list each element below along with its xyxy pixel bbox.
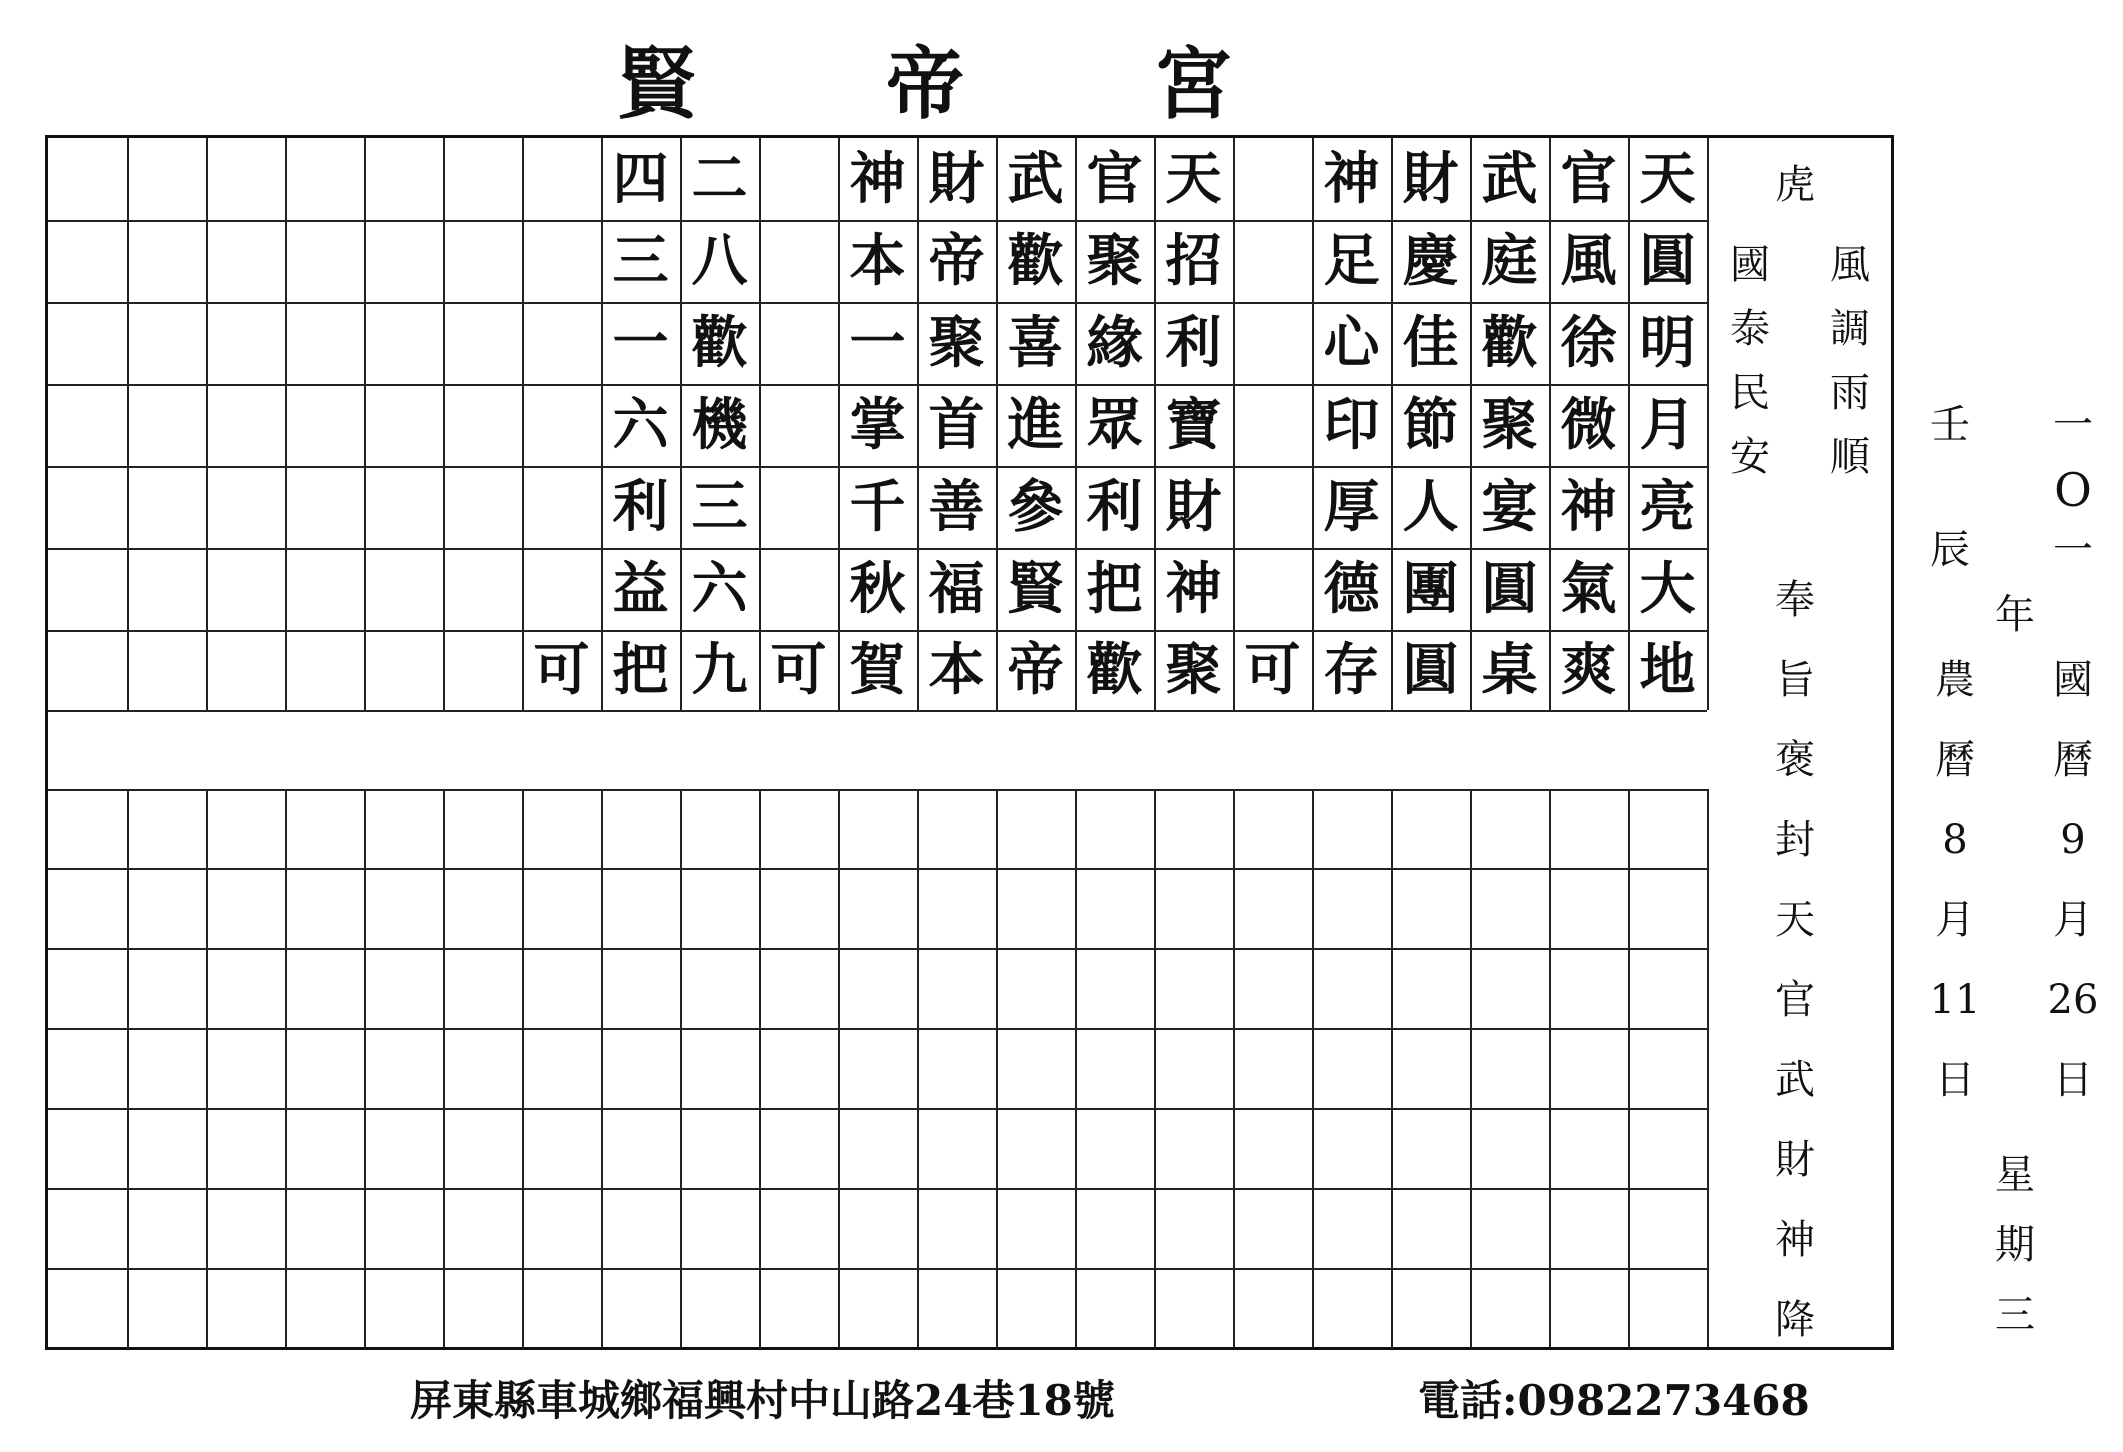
- grid-line-vertical: [1391, 789, 1393, 1348]
- poem-char: 財: [1165, 474, 1222, 540]
- poem-char: 大: [1639, 556, 1696, 622]
- poem-char: 神: [849, 146, 906, 212]
- weekday-char: 期: [1995, 1222, 2035, 1268]
- title-char: 賢: [617, 39, 696, 130]
- grid-line-vertical: [206, 138, 208, 710]
- poem-char: 聚: [1086, 228, 1143, 294]
- poem-char: 善: [928, 474, 985, 540]
- lunar-label-char: 曆: [1935, 737, 1975, 783]
- grid-line-horizontal: [48, 1188, 1707, 1190]
- poem-char: 首: [928, 392, 985, 458]
- poem-char: 秋: [849, 556, 906, 622]
- gregorian-year-char: 一: [2053, 527, 2093, 573]
- poem-char: 財: [928, 146, 985, 212]
- poem-char: 眾: [1086, 392, 1143, 458]
- writing-grid: [45, 135, 1894, 1350]
- blessing-char: 國: [1730, 242, 1770, 288]
- grid-line-vertical: [917, 789, 919, 1348]
- poem-char: 人: [1402, 474, 1459, 540]
- lunar-day-unit: 日: [1935, 1057, 1975, 1103]
- poem-char: 緣: [1086, 310, 1143, 376]
- gregorian-year-unit: 年: [1995, 592, 2035, 638]
- poem-char: 聚: [1165, 637, 1222, 703]
- poem-char: 慶: [1402, 228, 1459, 294]
- poem-char: 德: [1323, 556, 1380, 622]
- grid-line-vertical: [759, 138, 761, 710]
- poem-char: 氣: [1560, 556, 1617, 622]
- poem-char: 佳: [1402, 310, 1459, 376]
- grid-line-vertical: [838, 789, 840, 1348]
- poem-char: 武: [1007, 146, 1064, 212]
- poem-char: 官: [1560, 146, 1617, 212]
- decree-char: 旨: [1775, 657, 1815, 703]
- grid-line-horizontal: [48, 1108, 1707, 1110]
- poem-char: 把: [1086, 556, 1143, 622]
- gregorian-day-unit: 日: [2053, 1057, 2093, 1103]
- poem-char: 圓: [1639, 228, 1696, 294]
- grid-line-horizontal: [48, 1028, 1707, 1030]
- gregorian-label-char: 曆: [2053, 737, 2093, 783]
- poem-char: 神: [1560, 474, 1617, 540]
- poem-char: 本: [849, 228, 906, 294]
- poem-char: 歡: [691, 310, 748, 376]
- lunar-label-char: 農: [1935, 657, 1975, 703]
- poem-char: 參: [1007, 474, 1064, 540]
- gregorian-label-char: 國: [2053, 657, 2093, 703]
- poem-char: 圓: [1481, 556, 1538, 622]
- grid-line-vertical: [1233, 138, 1235, 710]
- poem-char: 三: [691, 474, 748, 540]
- poem-char: 可: [770, 637, 827, 703]
- decree-char: 財: [1775, 1137, 1815, 1183]
- grid-line-vertical: [759, 789, 761, 1348]
- poem-char: 賀: [849, 637, 906, 703]
- lunar-month-num: 8: [1942, 817, 1968, 863]
- grid-line-vertical: [285, 138, 287, 710]
- grid-line-vertical: [1312, 789, 1314, 1348]
- poem-char: 圓: [1402, 637, 1459, 703]
- poem-char: 千: [849, 474, 906, 540]
- phone-text: 電話:0982273468: [1418, 1376, 1810, 1425]
- poem-char: 三: [612, 228, 669, 294]
- blessing-char: 泰: [1730, 306, 1770, 352]
- poem-char: 帝: [1007, 637, 1064, 703]
- poem-char: 可: [533, 637, 590, 703]
- poem-char: 利: [1165, 310, 1222, 376]
- decree-char: 降: [1775, 1297, 1815, 1343]
- grid-line-vertical: [1470, 789, 1472, 1348]
- grid-line-vertical: [364, 789, 366, 1348]
- poem-char: 九: [691, 637, 748, 703]
- grid-line-vertical: [1549, 789, 1551, 1348]
- decree-char: 武: [1775, 1057, 1815, 1103]
- lunar-year-char: 壬: [1930, 402, 1970, 448]
- grid-line-vertical: [443, 138, 445, 710]
- poem-char: 武: [1481, 146, 1538, 212]
- blessing-char: 民: [1730, 370, 1770, 416]
- grid-line-vertical: [522, 789, 524, 1348]
- gregorian-year-char: O: [2054, 463, 2092, 517]
- title-char: 宮: [1154, 39, 1233, 130]
- poem-char: 神: [1165, 556, 1222, 622]
- gregorian-month-num: 9: [2060, 817, 2086, 863]
- grid-line-vertical: [1628, 789, 1630, 1348]
- poem-char: 厚: [1323, 474, 1380, 540]
- weekday-char: 三: [1995, 1292, 2035, 1338]
- gregorian-year-char: 一: [2053, 402, 2093, 448]
- poem-char: 把: [612, 637, 669, 703]
- grid-line-vertical: [206, 789, 208, 1348]
- poem-char: 桌: [1481, 637, 1538, 703]
- poem-char: 歡: [1007, 228, 1064, 294]
- poem-char: 神: [1323, 146, 1380, 212]
- blessing-char: 虎: [1775, 162, 1815, 208]
- poem-char: 節: [1402, 392, 1459, 458]
- poem-char: 掌: [849, 392, 906, 458]
- grid-line-vertical: [127, 789, 129, 1348]
- decree-char: 天: [1775, 897, 1815, 943]
- poem-char: 官: [1086, 146, 1143, 212]
- grid-line-vertical: [127, 138, 129, 710]
- grid-line-horizontal: [48, 789, 1707, 791]
- poem-char: 庭: [1481, 228, 1538, 294]
- poem-char: 亮: [1639, 474, 1696, 540]
- poem-char: 歡: [1481, 310, 1538, 376]
- lunar-year-char: 辰: [1930, 527, 1970, 573]
- poem-char: 印: [1323, 392, 1380, 458]
- poem-char: 爽: [1560, 637, 1617, 703]
- poem-char: 天: [1639, 146, 1696, 212]
- poem-char: 地: [1639, 637, 1696, 703]
- poem-char: 歡: [1086, 637, 1143, 703]
- address-text: 屏東縣車城鄉福興村中山路24巷18號: [410, 1376, 1115, 1425]
- poem-char: 財: [1402, 146, 1459, 212]
- decree-char: 神: [1775, 1217, 1815, 1263]
- blessing-char: 風: [1830, 242, 1870, 288]
- page-title: [0, 22, 1850, 134]
- poem-char: 福: [928, 556, 985, 622]
- poem-char: 徐: [1560, 310, 1617, 376]
- grid-line-vertical: [443, 789, 445, 1348]
- lunar-month-unit: 月: [1935, 897, 1975, 943]
- poem-char: 八: [691, 228, 748, 294]
- title-char: 帝: [885, 39, 964, 130]
- poem-char: 宴: [1481, 474, 1538, 540]
- poem-char: 四: [612, 146, 669, 212]
- grid-line-horizontal: [48, 868, 1707, 870]
- poem-char: 機: [691, 392, 748, 458]
- poem-char: 一: [612, 310, 669, 376]
- grid-line-vertical: [1707, 789, 1709, 1348]
- blessing-char: 安: [1730, 434, 1770, 480]
- poem-char: 寶: [1165, 392, 1222, 458]
- grid-line-vertical: [522, 138, 524, 710]
- poem-char: 一: [849, 310, 906, 376]
- poem-char: 進: [1007, 392, 1064, 458]
- grid-line-vertical: [996, 789, 998, 1348]
- grid-line-vertical: [601, 789, 603, 1348]
- decree-char: 奉: [1775, 577, 1815, 623]
- poem-char: 天: [1165, 146, 1222, 212]
- grid-line-vertical: [1707, 138, 1709, 710]
- gregorian-day-num: 26: [2047, 977, 2099, 1023]
- grid-line-horizontal: [48, 948, 1707, 950]
- poem-char: 六: [612, 392, 669, 458]
- grid-line-vertical: [1154, 789, 1156, 1348]
- poem-char: 明: [1639, 310, 1696, 376]
- lunar-day-num: 11: [1929, 977, 1981, 1023]
- decree-char: 官: [1775, 977, 1815, 1023]
- poem-char: 利: [1086, 474, 1143, 540]
- poem-char: 聚: [1481, 392, 1538, 458]
- poem-char: 風: [1560, 228, 1617, 294]
- decree-char: 褒: [1775, 737, 1815, 783]
- blessing-char: 順: [1830, 434, 1870, 480]
- grid-line-vertical: [680, 789, 682, 1348]
- blessing-char: 調: [1830, 306, 1870, 352]
- grid-line-horizontal: [48, 1268, 1707, 1270]
- poem-char: 足: [1323, 228, 1380, 294]
- grid-line-vertical: [1075, 789, 1077, 1348]
- poem-char: 賢: [1007, 556, 1064, 622]
- poem-char: 益: [612, 556, 669, 622]
- poem-char: 微: [1560, 392, 1617, 458]
- poem-char: 帝: [928, 228, 985, 294]
- decree-char: 封: [1775, 817, 1815, 863]
- poem-char: 本: [928, 637, 985, 703]
- poem-char: 存: [1323, 637, 1380, 703]
- poem-char: 聚: [928, 310, 985, 376]
- weekday-char: 星: [1995, 1152, 2035, 1198]
- grid-line-horizontal: [48, 710, 1707, 712]
- poem-char: 招: [1165, 228, 1222, 294]
- poem-char: 利: [612, 474, 669, 540]
- poem-char: 二: [691, 146, 748, 212]
- poem-char: 月: [1639, 392, 1696, 458]
- blessing-char: 雨: [1830, 370, 1870, 416]
- grid-line-vertical: [364, 138, 366, 710]
- poem-char: 喜: [1007, 310, 1064, 376]
- gregorian-month-unit: 月: [2053, 897, 2093, 943]
- poem-char: 團: [1402, 556, 1459, 622]
- grid-line-vertical: [1233, 789, 1235, 1348]
- grid-line-vertical: [285, 789, 287, 1348]
- poem-char: 六: [691, 556, 748, 622]
- poem-char: 可: [1244, 637, 1301, 703]
- poem-char: 心: [1323, 310, 1380, 376]
